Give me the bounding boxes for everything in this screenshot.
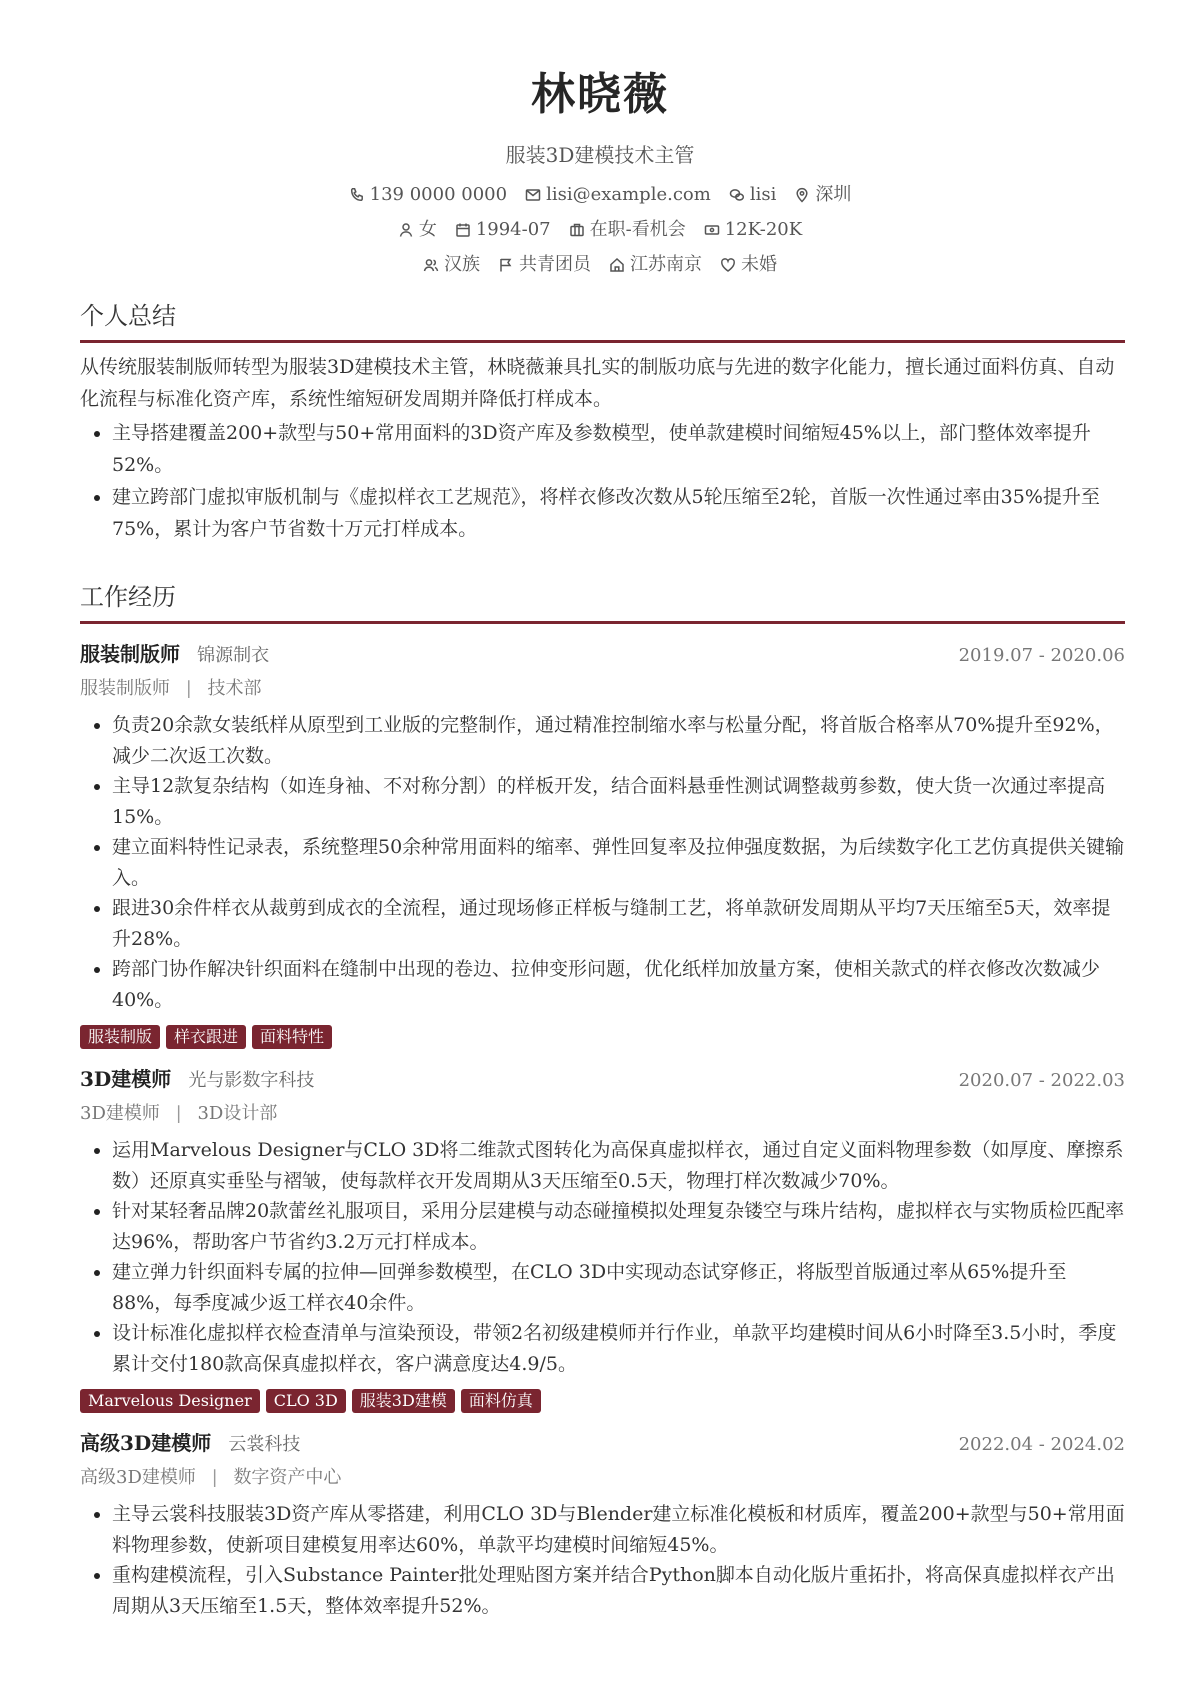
email-item	[525, 182, 711, 208]
salary-item	[704, 217, 802, 243]
marital-text: 未婚	[741, 254, 777, 275]
section-title-work: 工作经历	[80, 579, 1125, 624]
skill-tag: 服装制版	[80, 1025, 160, 1049]
phone-icon	[349, 187, 365, 203]
birth-item	[455, 217, 551, 243]
gender-text: 女	[418, 219, 437, 240]
skill-tag: 服装3D建模	[352, 1389, 455, 1413]
heart-icon	[720, 257, 736, 273]
ethnicity-item	[423, 252, 480, 278]
job-bullet: • 主导12款复杂结构（如连身袖、不对称分割）的样板开发，结合面料悬垂性测试调整裁剪参数，使大货一次通过率提高15%。	[112, 771, 1125, 832]
briefcase-icon	[569, 222, 585, 238]
summary-bullet: • 建立跨部门虚拟审版机制与《虚拟样衣工艺规范》，将样衣修改次数从5轮压缩至2轮，首版一次性通过率由35%提升至75%，累计为客户节省数十万元打样成本。	[112, 481, 1125, 545]
location-item	[794, 182, 851, 208]
wechat-text: lisi	[749, 184, 777, 205]
job-company: 云裳科技	[228, 1434, 301, 1455]
skill-tag: 面料特性	[252, 1025, 332, 1049]
job-bullet: • 跟进30余件样衣从裁剪到成衣的全流程，通过现场修正样板与缝制工艺，将单款研发周期从平均7天压缩至5天，效率提升28%。	[112, 893, 1125, 954]
job-entry	[80, 1063, 1125, 1413]
money-icon	[704, 222, 720, 238]
job-header	[80, 1063, 1125, 1097]
job-entry	[80, 638, 1125, 1049]
job-department: 数字资产中心	[233, 1467, 342, 1488]
work-section	[80, 579, 1125, 1621]
job-bullet: • 建立弹力针织面料专属的拉伸—回弹参数模型，在CLO 3D中实现动态试穿修正，将版型首版通过率从65%提升至88%，每季度减少返工样衣40余件。	[112, 1257, 1125, 1318]
job-bullet: • 重构建模流程，引入Substance Painter批处理贴图方案并结合Python脚本自动化版片重拓扑，将高保真虚拟样衣产出周期从3天压缩至1.5天，整体效率提升52%。	[112, 1560, 1125, 1621]
phone-text: 139 0000 0000	[369, 184, 508, 205]
flag-icon	[498, 257, 514, 273]
politics-item	[498, 252, 591, 278]
job-department: 技术部	[207, 678, 262, 699]
home-icon	[609, 257, 625, 273]
skill-tag: 面料仿真	[461, 1389, 541, 1413]
skill-tags	[80, 1025, 1125, 1049]
job-subline	[80, 674, 1125, 704]
hometown-item	[609, 252, 702, 278]
mail-icon	[525, 187, 541, 203]
job-subline	[80, 1099, 1125, 1129]
job-bullet: • 设计标准化虚拟样衣检查清单与渲染预设，带领2名初级建模师并行作业，单款平均建模时间从6小时降至3.5小时，季度累计交付180款高保真虚拟样衣，客户满意度达4.9/5。	[112, 1318, 1125, 1379]
job-bullet: • 建立面料特性记录表，系统整理50余种常用面料的缩率、弹性回复率及拉伸强度数据，为后续数字化工艺仿真提供关键输入。	[112, 832, 1125, 893]
job-position: 3D建模师	[80, 1103, 160, 1124]
job-date: 2020.07 - 2022.03	[958, 1070, 1125, 1091]
skill-tags	[80, 1389, 1125, 1413]
calendar-icon	[455, 222, 471, 238]
job-date: 2022.04 - 2024.02	[958, 1434, 1125, 1455]
wechat-icon	[729, 187, 745, 203]
resume-header	[0, 0, 1200, 278]
job-header	[80, 1427, 1125, 1461]
job-bullet: • 负责20余款女装纸样从原型到工业版的完整制作，通过精准控制缩水率与松量分配，将首版合格率从70%提升至92%，减少二次返工次数。	[112, 710, 1125, 771]
job-company: 光与影数字科技	[188, 1070, 315, 1091]
job-bullet: • 跨部门协作解决针织面料在缝制中出现的卷边、拉伸变形问题，优化纸样加放量方案，使相关款式的样衣修改次数减少40%。	[112, 954, 1125, 1015]
location-text: 深圳	[815, 184, 852, 205]
job-role: 3D建模师	[80, 1067, 172, 1091]
email-text: lisi@example.com	[546, 184, 711, 205]
job-position: 高级3D建模师	[80, 1467, 196, 1488]
contact-row	[0, 182, 1200, 208]
job-separator: |	[175, 1103, 182, 1124]
candidate-name: 林晓薇	[531, 69, 669, 120]
job-bullet: • 主导云裳科技服装3D资产库从零搭建，利用CLO 3D与Blender建立标准化模板和材质库，覆盖200+款型与50+常用面料物理参数，使新项目建模复用率达60%，单款平均建模时间缩短45%。	[112, 1499, 1125, 1560]
skill-tag: CLO 3D	[266, 1389, 346, 1413]
summary-bullets	[80, 417, 1125, 545]
status-item	[569, 217, 686, 243]
summary-paragraph: 从传统服装制版师转型为服装3D建模技术主管，林晓薇兼具扎实的制版功底与先进的数字化能力，擅长通过面料仿真、自动化流程与标准化资产库，系统性缩短研发周期并降低打样成本。	[80, 356, 1115, 410]
birth-text: 1994-07	[475, 219, 551, 240]
gender-item	[398, 217, 437, 243]
job-bullets	[80, 1499, 1125, 1621]
wechat-item	[729, 182, 777, 208]
profile-row	[0, 217, 1200, 243]
map-pin-icon	[794, 187, 810, 203]
job-entry	[80, 1427, 1125, 1621]
job-subline	[80, 1463, 1125, 1493]
target-title: 服装3D建模技术主管	[505, 143, 695, 167]
skill-tag: 样衣跟进	[166, 1025, 246, 1049]
job-department: 3D设计部	[197, 1103, 278, 1124]
politics-text: 共青团员	[519, 254, 591, 275]
salary-text: 12K-20K	[724, 219, 803, 240]
job-bullet: • 运用Marvelous Designer与CLO 3D将二维款式图转化为高保真虚拟样衣，通过自定义面料物理参数（如厚度、摩擦系数）还原真实垂坠与褶皱，使每款样衣开发周期从3天压缩至0.5天，物理打样次数减少70%。	[112, 1135, 1125, 1196]
status-text: 在职-看机会	[589, 219, 686, 240]
job-role: 高级3D建模师	[80, 1431, 212, 1455]
job-separator: |	[185, 678, 192, 699]
job-role: 服装制版师	[80, 642, 180, 666]
job-bullet: • 针对某轻奢品牌20款蕾丝礼服项目，采用分层建模与动态碰撞模拟处理复杂镂空与珠片结构，虚拟样衣与实物质检匹配率达96%，帮助客户节省约3.2万元打样成本。	[112, 1196, 1125, 1257]
phone-item	[349, 182, 507, 208]
ethnicity-text: 汉族	[444, 254, 480, 275]
job-date: 2019.07 - 2020.06	[958, 645, 1125, 666]
users-icon	[423, 257, 439, 273]
section-title-summary: 个人总结	[80, 298, 1125, 343]
job-bullets	[80, 710, 1125, 1015]
job-position: 服装制版师	[80, 678, 170, 699]
user-icon	[398, 222, 414, 238]
job-company: 锦源制衣	[197, 645, 270, 666]
summary-bullet: • 主导搭建覆盖200+款型与50+常用面料的3D资产库及参数模型，使单款建模时间缩短45%以上，部门整体效率提升52%。	[112, 417, 1125, 481]
summary-section	[80, 298, 1125, 545]
marital-item	[720, 252, 777, 278]
extra-row	[0, 252, 1200, 278]
job-header	[80, 638, 1125, 672]
job-bullets	[80, 1135, 1125, 1379]
job-separator: |	[211, 1467, 218, 1488]
skill-tag: Marvelous Designer	[80, 1389, 260, 1413]
hometown-text: 江苏南京	[630, 254, 702, 275]
